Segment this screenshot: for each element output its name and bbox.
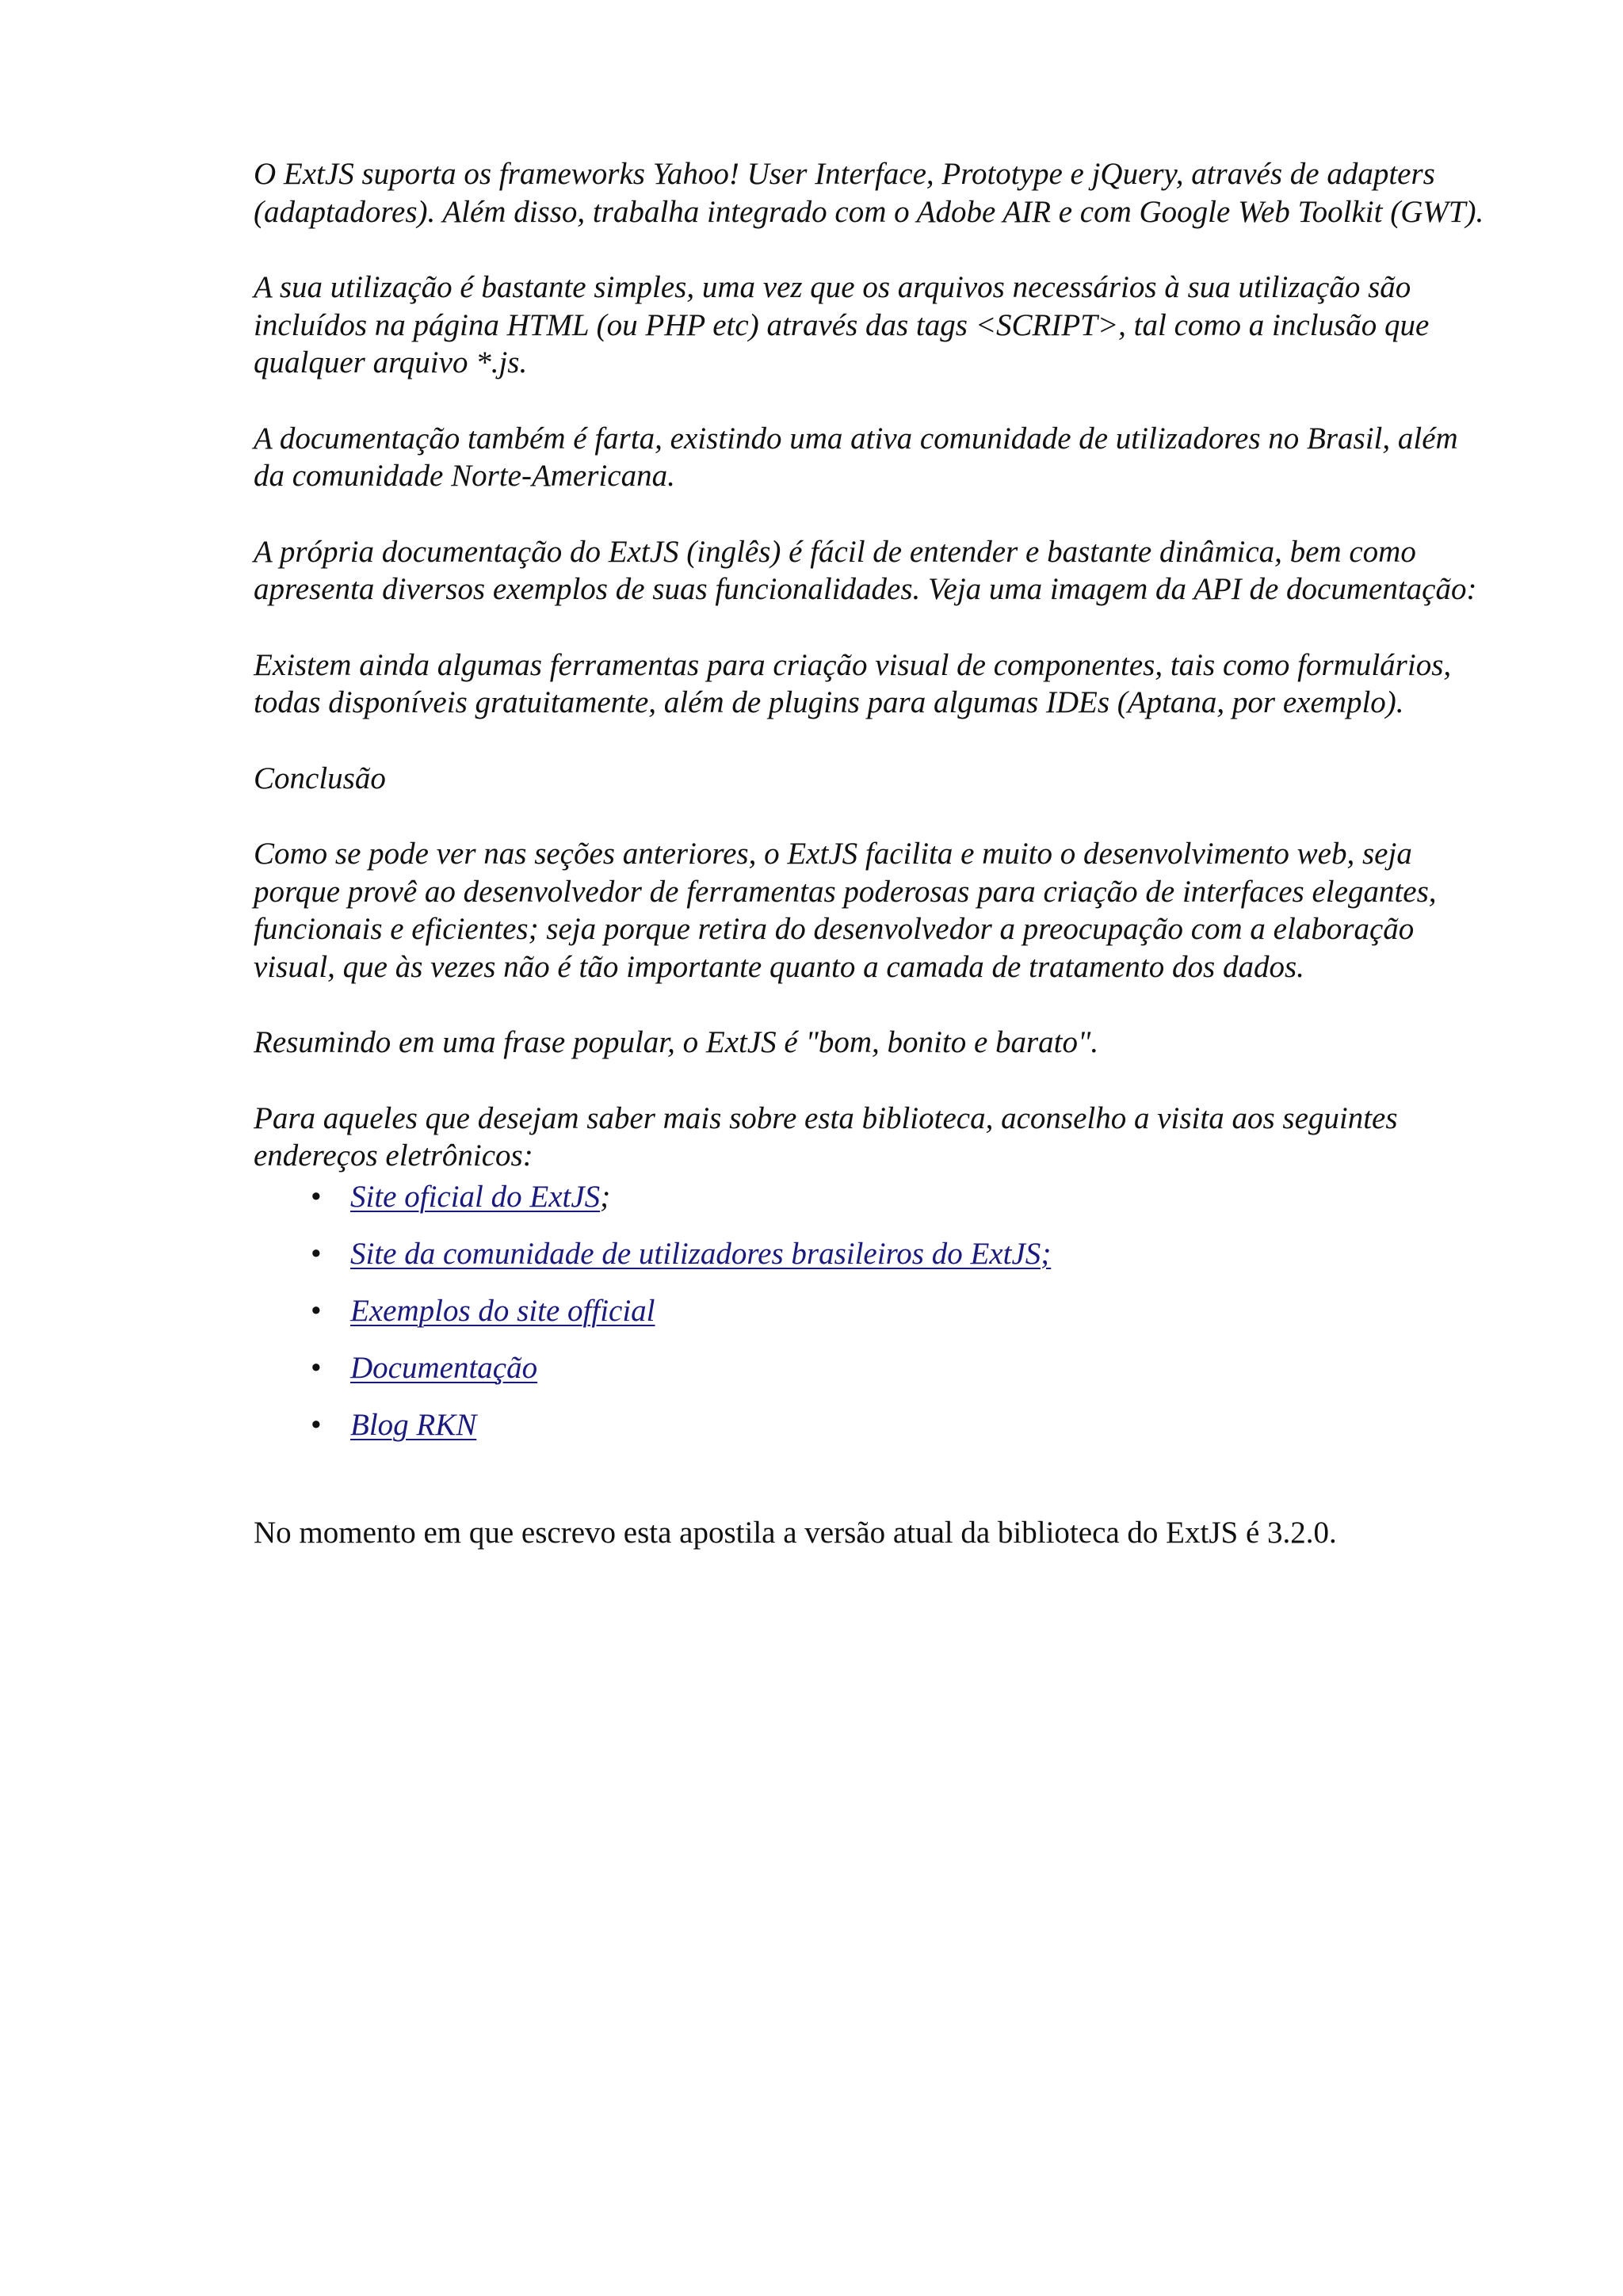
list-item — [254, 1349, 1490, 1406]
list-item — [254, 1292, 1490, 1349]
link-site-oficial[interactable]: Site oficial do ExtJS — [350, 1179, 601, 1214]
bullet-icon: • — [311, 1179, 322, 1214]
bullet-icon: • — [311, 1236, 322, 1271]
list-item — [254, 1178, 1490, 1235]
list-item — [254, 1406, 1490, 1463]
bullet-icon: • — [311, 1350, 322, 1385]
version-note: No momento em que escrevo esta apostila a versão atual da biblioteca do ExtJS é 3.2.0. — [254, 1515, 1337, 1550]
paragraph-summary: Resumindo em uma frase popular, o ExtJS é "bom, bonito e barato". — [254, 1025, 1099, 1059]
bullet-icon: • — [311, 1407, 322, 1442]
bullet-icon: • — [311, 1293, 322, 1328]
link-comunidade-brasileira[interactable]: Site da comunidade de utilizadores brasileiros do ExtJS; — [350, 1236, 1052, 1271]
link-documentacao[interactable]: Documentação — [350, 1350, 538, 1385]
list-item — [254, 1235, 1490, 1292]
link-suffix: ; — [600, 1179, 611, 1214]
paragraph-api-docs: A própria documentação do ExtJS (inglês) é fácil de entender e bastante dinâmica, bem como apresenta diversos exemplos de suas funcionalidades. Veja uma imagem da API de documentação: — [254, 534, 1477, 606]
paragraph-links-intro: Para aqueles que desejam saber mais sobre esta biblioteca, aconselho a visita aos seguintes endereços eletrônicos: — [254, 1100, 1398, 1173]
link-blog-rkn[interactable]: Blog RKN — [350, 1407, 477, 1442]
link-list — [254, 1178, 1490, 1463]
section-heading-conclusao: Conclusão — [254, 761, 386, 795]
paragraph-community: A documentação também é farta, existindo uma ativa comunidade de utilizadores no Brasil, além da comunidade Norte-Americana. — [254, 421, 1458, 493]
paragraph-tools: Existem ainda algumas ferramentas para criação visual de componentes, tais como formulários, todas disponíveis gratuitamente, além de plugins para algumas IDEs (Aptana, por exemplo). — [254, 647, 1452, 719]
paragraph-usage: A sua utilização é bastante simples, uma vez que os arquivos necessários à sua utilização são incluídos na página HTML (ou PHP etc) através das tags <SCRIPT>, tal como a inclusão que qualquer arquivo *.js. — [254, 270, 1430, 379]
paragraph-frameworks: O ExtJS suporta os frameworks Yahoo! User Interface, Prototype e jQuery, através de adapters (adaptadores). Além disso, trabalha integrado com o Adobe AIR e com Google Web Toolkit (GWT). — [254, 157, 1484, 229]
link-exemplos[interactable]: Exemplos do site official — [350, 1293, 655, 1328]
document-page — [254, 155, 1490, 1582]
paragraph-conclusion: Como se pode ver nas seções anteriores, o ExtJS facilita e muito o desenvolvimento web, seja porque provê ao desenvolvedor de ferramentas poderosas para criação de interfaces elegantes, funcionais e eficientes; seja porque retira do desenvolvedor a preocupação com a elaboração visual, que às vezes não é tão importante quanto a camada de tratamento dos dados. — [254, 837, 1437, 984]
